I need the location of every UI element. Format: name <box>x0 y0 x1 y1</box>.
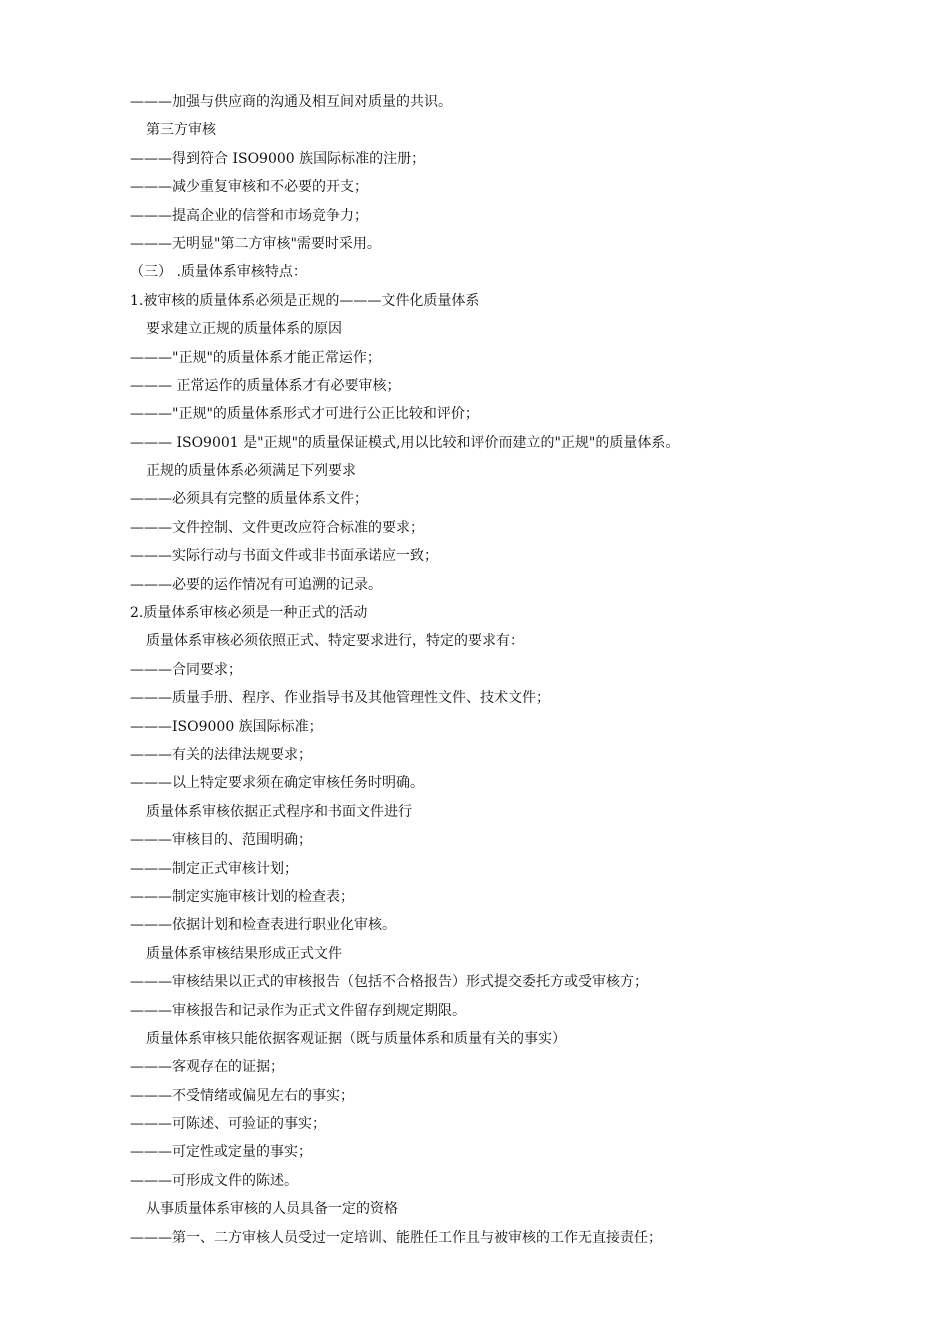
text-line: ———可定性或定量的事实； <box>130 1144 312 1161</box>
section-heading-line: 要求建立正规的质量体系的原因 <box>146 321 342 338</box>
text-line: ———可陈述、可验证的事实； <box>130 1116 326 1133</box>
text-line: ——— 正常运作的质量体系才有必要审核； <box>130 377 401 394</box>
section-heading-line: 第三方审核 <box>146 122 216 139</box>
text-line: ———审核结果以正式的审核报告（包括不合格报告）形式提交委托方或受审核方； <box>130 974 648 991</box>
text-line: ———提高企业的信誉和市场竞争力； <box>130 207 368 224</box>
text-line: 2.质量体系审核必须是一种正式的活动 <box>130 605 368 622</box>
text-line: ——— ISO9001 是"正规"的质量保证模式,用以比较和评价而建立的"正规"的质量体系。 <box>130 434 680 451</box>
text-line: ———制定正式审核计划； <box>130 860 298 877</box>
text-line: ———减少重复审核和不必要的开支； <box>130 179 368 196</box>
text-line: ———得到符合 ISO9000 族国际标准的注册； <box>130 150 426 167</box>
text-line: ———可形成文件的陈述。 <box>130 1172 298 1189</box>
section-heading-line: 从事质量体系审核的人员具备一定的资格 <box>146 1201 398 1218</box>
text-line: ———制定实施审核计划的检查表； <box>130 888 354 905</box>
section-heading-line: 质量体系审核依据正式程序和书面文件进行 <box>146 803 412 820</box>
text-line: ———"正规"的质量体系形式才可进行公正比较和评价； <box>130 406 479 423</box>
section-heading-line: 质量体系审核结果形成正式文件 <box>146 945 342 962</box>
text-line: （三） .质量体系审核特点： <box>130 264 307 281</box>
text-line: ———加强与供应商的沟通及相互间对质量的共识。 <box>130 94 452 110</box>
text-line: 1.被审核的质量体系必须是正规的———文件化质量体系 <box>130 292 480 309</box>
text-line: ———第一、二方审核人员受过一定培训、能胜任工作且与被审核的工作无直接责任； <box>130 1229 662 1246</box>
text-line: ———有关的法律法规要求； <box>130 746 312 763</box>
text-line: ———必要的运作情况有可追溯的记录。 <box>130 576 382 593</box>
text-line: ———客观存在的证据； <box>130 1059 284 1076</box>
document-body <box>130 88 910 1252</box>
text-line: ———文件控制、文件更改应符合标准的要求； <box>130 519 424 536</box>
text-line: ———质量手册、程序、作业指导书及其他管理性文件、技术文件； <box>130 690 550 707</box>
text-line: ———ISO9000 族国际标准； <box>130 718 323 735</box>
section-heading-line: 质量体系审核必须依照正式、特定要求进行，特定的要求有： <box>146 633 524 650</box>
section-heading-line: 正规的质量体系必须满足下列要求 <box>146 463 356 480</box>
text-line: ———无明显"第二方审核"需要时采用。 <box>130 235 381 252</box>
section-heading-line: 质量体系审核只能依据客观证据（既与质量体系和质量有关的事实） <box>146 1030 566 1047</box>
text-line: ———必须具有完整的质量体系文件； <box>130 491 368 508</box>
text-line: ———合同要求； <box>130 661 242 678</box>
text-line: ———以上特定要求须在确定审核任务时明确。 <box>130 775 424 792</box>
text-line: ———审核目的、范围明确； <box>130 832 312 849</box>
text-line: ———"正规"的质量体系才能正常运作； <box>130 349 381 366</box>
text-line: ———审核报告和记录作为正式文件留存到规定期限。 <box>130 1002 466 1019</box>
text-line: ———不受情绪或偏见左右的事实； <box>130 1087 354 1104</box>
text-line: ———实际行动与书面文件或非书面承诺应一致； <box>130 548 438 565</box>
text-line: ———依据计划和检查表进行职业化审核。 <box>130 917 396 934</box>
